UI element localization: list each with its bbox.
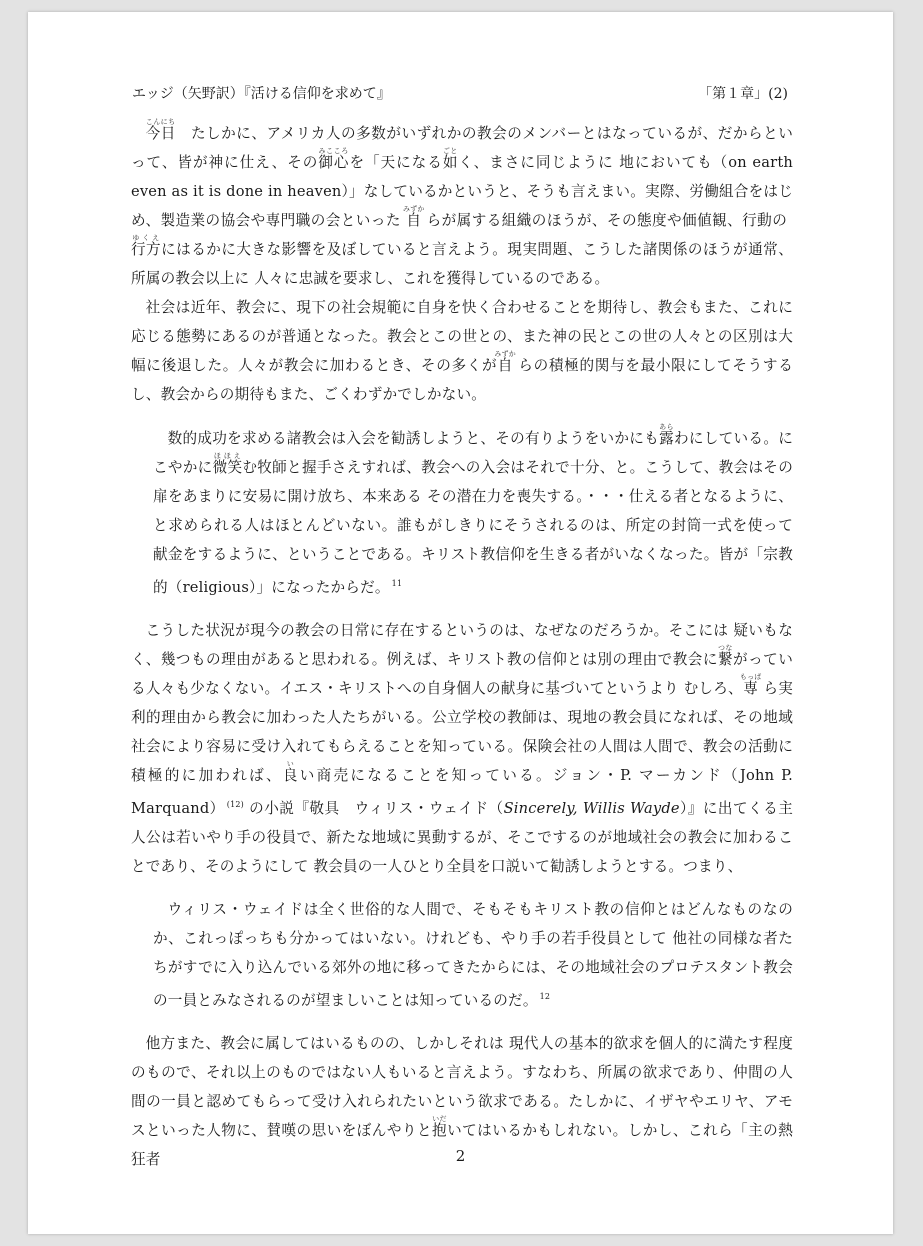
ruby-konnichi: 今日こんにち xyxy=(145,118,176,142)
header-chapter: 「第１章」(2) xyxy=(698,86,788,102)
page-number: 2 xyxy=(455,1147,466,1165)
quote-2-text: ウィリス・ウェイドは全く世俗的な人間で、そもそもキリスト教の信仰とはどんなものなのか、これっぽっちも分かってはいない。けれども、やり手の若手役員として 他社の同様な者たちがすでに入り込んでいる郊外の地に移ってきたからには、その地域社会のプロテスタント教会の一員とみなされるのが望ましいことは知っているのだ。 $^{12}$ xyxy=(153,900,793,1009)
footnote-ref-12[interactable]: (12) xyxy=(226,799,244,809)
ruby-hohoemu: 微笑ほほえ xyxy=(212,452,243,476)
novel-title-english: Sincerely, Willis Wayde xyxy=(503,799,680,817)
ruby-yukue: 行方ゆくえ xyxy=(131,234,162,258)
paragraph-3: こうした状況が現今の教会の日常に存在するというのは、なぜなのだろうか。そこには 疑いもなく、幾つもの理由があると思われる。例えば、キリスト教の信仰とは別の理由で教会に繋つながっている人々も少なくない。イエス・キリストへの自身個人の献身に基づいてというより むしろ、専もっぱ ら実利的理由から教会に加わった人たちがいる。公立学校の教師は、現地の教会員になれば、その地域社会により容易に受け入れてもらえることを知っている。保険会社の人間は人間で、教会の活動に積極的に加われば、良いい商売になることを知っている。ジョン・P. マーカンド（John P. Marquand） $^{(12)}$ の小説『敬具 ウィリス・ウェイド（Sincerely, Willis Wayde）』に出てくる主人公は若いやり手の役員で、新たな地域に異動するが、そこでするのが地域社会の教会に加わることであり、そのようにして 教会員の一人ひとり全員を口説いて勧誘しようとする。つまり、 xyxy=(131,621,793,875)
paragraph-4: 他方また、教会に属してはいるものの、しかしそれは 現代人の基本的欲求を個人的に満たす程度のもので、それ以上のものではない人もいると言えよう。すなわち、所属の欲求であり、仲間の人間の一員と認めてもらって受け入れられたいという欲求である。たしかに、イザヤやエリヤ、アモスといった人物に、賛嘆の思いをぼんやりと抱いだいてはいるかもしれない。しかし、これら「主の熱狂者 xyxy=(131,1034,793,1168)
quote-1-text: 数的成功を求める諸教会は入会を勧誘しようと、その有りようをいかにも露あらわにしている。にこやかに微笑ほほえむ牧師と握手さえすれば、教会への入会はそれで十分、と。こうして、教会はその扉をあまりに安易に開け放ち、本来ある その潜在力を喪失する。・・・仕える者となるように、と求められる人はほとんどいない。誰もがしきりにそうされるのは、所定の封筒一式を使って 献金をするように、ということである。キリスト教信仰を生きる者がいなくなった。皆が「宗教的（religious）」になったからだ。 $^{11}$ xyxy=(153,423,794,596)
footnote-ref-12b[interactable]: 12 xyxy=(539,991,551,1001)
header-book-title: エッジ（矢野訳）『活ける信仰を求めて』 xyxy=(132,86,391,102)
paragraph-2: 社会は近年、教会に、現下の社会規範に自身を快く合わせることを期待し、教会もまた、これに応じる態勢にあるのが普通となった。教会とこの世との、また神の民とこの世の人々との区別は大幅に後退した。人々が教会に加わるとき、その多くが自みずか らの積極的関与を最小限にしてそうするし、教会からの期待もまた、ごくわずかでしかない。 xyxy=(131,299,793,403)
document-body xyxy=(131,118,793,1174)
ruby-tsunagatte: 繋つな xyxy=(717,643,733,668)
ruby-moppara: 専もっぱ xyxy=(739,672,762,697)
ruby-mizukara: 自みずか xyxy=(402,205,425,229)
block-quote-2 xyxy=(153,895,793,1015)
document-page xyxy=(28,12,893,1234)
paragraph-1: 今日こんにち たしかに、アメリカ人の多数がいずれかの教会のメンバーとはなっているが、だからといって、皆が神に仕え、その御心みこころを「天になる如ごとく、まさに同じように 地においても（on earth even as it is done in heaven）」なしているかというと、そうも言えまい。実際、労働組合をはじめ、製造業の協会や専門職の会といった 自みずか らが属する組織のほうが、その態度や価値観、行動の行方ゆくえにはるかに大きな影響を及ぼしていると言えよう。現実問題、こうした諸関係のほうが通常、所属の教会以上に 人々に忠誠を要求し、これを獲得しているのである。 xyxy=(131,118,793,287)
ruby-gotoku: 如ごと xyxy=(442,147,459,171)
ruby-yoi: 良い xyxy=(282,759,300,784)
ruby-arawa: 露あら xyxy=(659,423,674,447)
block-quote-1 xyxy=(153,423,793,602)
ruby-mizukara-2: 自みずか xyxy=(494,350,516,374)
footnote-ref-11[interactable]: 11 xyxy=(391,579,403,588)
ruby-idaite: 抱いだ xyxy=(432,1114,448,1139)
ruby-mikokoro: 御心みこころ xyxy=(318,147,350,171)
